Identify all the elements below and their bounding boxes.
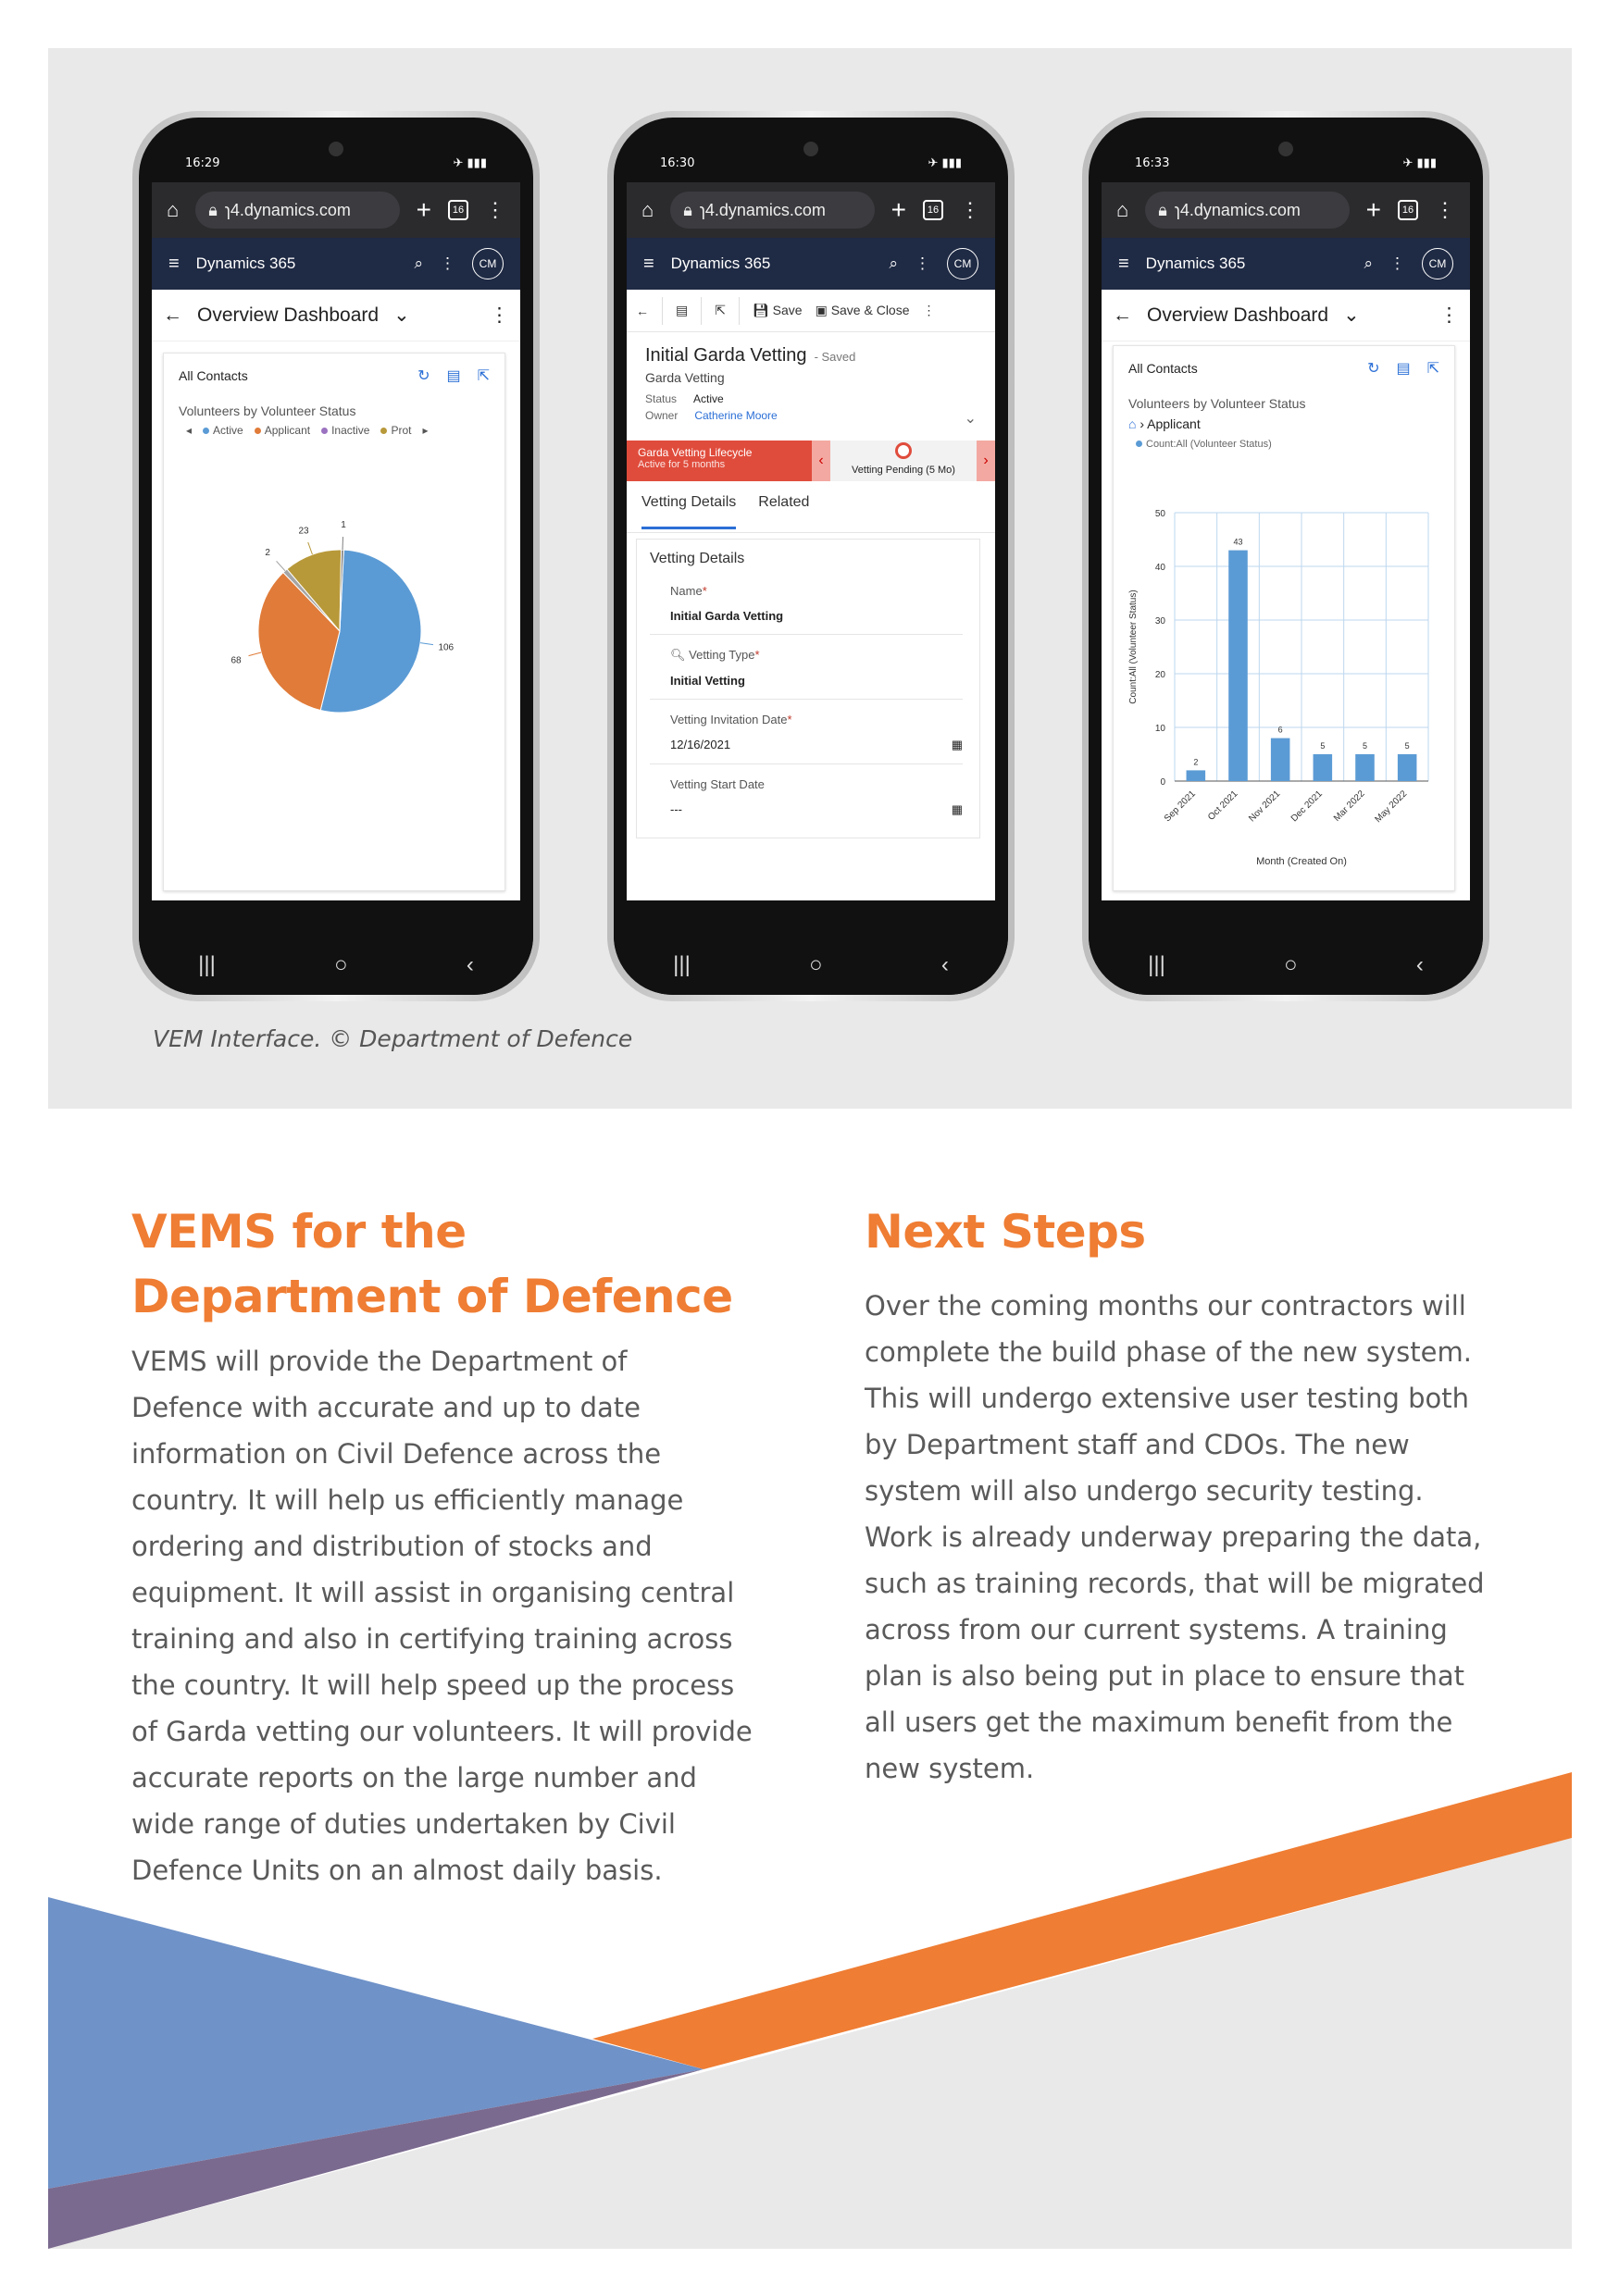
more-icon[interactable]: ⋮: [1389, 254, 1405, 272]
text-line: Over the coming months our contractors will: [865, 1290, 1466, 1322]
entity-name: Garda Vetting: [645, 370, 725, 385]
series-legend[interactable]: Count:All (Volunteer Status): [1114, 437, 1454, 452]
refresh-icon[interactable]: ↻: [417, 368, 430, 384]
url-field[interactable]: 🔒︎ ɿ4.dynamics.com: [195, 192, 399, 229]
home-icon[interactable]: ⌂: [167, 198, 180, 221]
text-line: country. It will help us efficiently manage: [131, 1484, 684, 1516]
home-icon[interactable]: ⌂: [1128, 416, 1137, 431]
lock-icon: 🔒︎: [208, 200, 218, 219]
text-line: training and also in certifying training across: [131, 1623, 733, 1655]
home-button-icon[interactable]: ○: [1284, 952, 1298, 977]
owner-link[interactable]: Catherine Moore: [694, 409, 778, 422]
tab-vetting-details[interactable]: Vetting Details: [641, 494, 736, 529]
text-line: such as training records, that will be migrated: [865, 1568, 1485, 1599]
text-line: all users get the maximum benefit from the: [865, 1706, 1453, 1738]
legend-active[interactable]: Active: [203, 424, 243, 437]
menu-icon[interactable]: ⋮: [1435, 198, 1455, 221]
pie-data-label: 2: [265, 547, 270, 558]
text-line: This will undergo extensive user testing both: [865, 1383, 1469, 1414]
left-heading: VEMS for the Department of Defence: [131, 1205, 733, 1323]
text-line: Work is already underway preparing the data,: [865, 1521, 1482, 1553]
more-icon[interactable]: ⋮: [922, 303, 936, 317]
drill-breadcrumb: ⌂ › Applicant: [1128, 416, 1201, 431]
home-button-icon[interactable]: ○: [334, 952, 348, 977]
more-icon[interactable]: ⋮: [490, 304, 509, 326]
dashboard-title[interactable]: Overview Dashboard: [1147, 304, 1329, 326]
save-status: - Saved: [814, 350, 856, 364]
y-tick-label: 0: [1160, 777, 1165, 788]
form-icon[interactable]: ▤: [676, 303, 689, 317]
section-title: Vetting Details: [650, 551, 745, 566]
bpf-stage[interactable]: Vetting Pending (5 Mo): [830, 441, 977, 481]
more-icon[interactable]: ⋮: [1439, 304, 1459, 326]
tab-count[interactable]: 16: [1398, 200, 1418, 220]
text-line: Defence with accurate and up to date: [131, 1392, 641, 1423]
more-icon[interactable]: ⋮: [915, 254, 930, 272]
text-line: complete the build phase of the new system.: [865, 1336, 1472, 1368]
back-arrow-icon[interactable]: ←: [636, 303, 649, 318]
lock-icon: 🔒︎: [683, 200, 692, 219]
start-date-field[interactable]: Vetting Start Date --- ▦: [670, 777, 963, 816]
x-tick-label: Dec 2021: [1289, 788, 1325, 825]
y-axis-title: Count:All (Volunteer Status): [1128, 590, 1139, 704]
bpf-next-icon[interactable]: ›: [977, 441, 995, 481]
back-icon[interactable]: ‹: [940, 952, 949, 977]
avatar[interactable]: CM: [947, 248, 978, 279]
hamburger-icon[interactable]: ≡: [643, 253, 654, 274]
bar-data-label: 5: [1320, 741, 1326, 751]
legend-prev-icon[interactable]: ◂: [186, 424, 193, 437]
expand-icon[interactable]: ⇱: [477, 368, 490, 384]
app-title: Dynamics 365: [1145, 254, 1246, 272]
invitation-date-field[interactable]: Vetting Invitation Date* 12/16/2021 ▦: [650, 709, 963, 764]
chart-title: Volunteers by Volunteer Status: [179, 403, 356, 418]
chevron-down-icon[interactable]: ⌄: [1343, 304, 1360, 326]
owner-label: Owner: [645, 409, 679, 422]
new-tab-icon[interactable]: +: [416, 195, 431, 224]
clock: 16:29: [185, 155, 220, 170]
status-label: Status: [645, 392, 678, 405]
recents-icon[interactable]: |||: [198, 952, 216, 977]
home-button-icon[interactable]: ○: [809, 952, 823, 977]
refresh-icon[interactable]: ↻: [1367, 361, 1380, 377]
hamburger-icon[interactable]: ≡: [168, 253, 180, 274]
y-tick-label: 10: [1154, 724, 1165, 734]
legend-next-icon[interactable]: ▸: [422, 424, 429, 437]
y-tick-label: 40: [1154, 563, 1165, 573]
card-title: All Contacts: [1128, 361, 1198, 376]
text-line: equipment. It will assist in organising central: [131, 1577, 735, 1608]
url-field[interactable]: 🔒︎ ɿ4.dynamics.com: [1145, 192, 1349, 229]
text-line: plan is also being put in place to ensure that: [865, 1660, 1464, 1692]
y-tick-label: 30: [1154, 616, 1165, 627]
x-tick-label: May 2022: [1373, 788, 1410, 825]
records-icon[interactable]: ▤: [1396, 361, 1411, 377]
text-line: wide range of duties undertaken by Civil: [131, 1808, 676, 1840]
vetting-type-field[interactable]: 🔍︎ Vetting Type* Initial Vetting: [650, 644, 963, 700]
text-line: accurate reports on the large number and: [131, 1762, 697, 1793]
status-value: Active: [693, 392, 724, 405]
back-arrow-icon[interactable]: ←: [163, 304, 182, 326]
search-icon[interactable]: ⌕: [414, 254, 423, 272]
tab-count[interactable]: 16: [923, 200, 943, 220]
text-line: across from our current systems. A training: [865, 1614, 1448, 1645]
left-body: [131, 1338, 753, 1893]
back-arrow-icon[interactable]: ←: [1113, 304, 1132, 326]
record-title: Initial Garda Vetting: [645, 345, 807, 366]
app-title: Dynamics 365: [670, 254, 771, 272]
search-icon[interactable]: ⌕: [1364, 254, 1373, 272]
bar-data-label: 43: [1233, 537, 1243, 547]
back-icon[interactable]: ‹: [1415, 952, 1424, 977]
x-tick-label: Oct 2021: [1206, 788, 1240, 823]
calendar-icon[interactable]: ▦: [951, 802, 963, 816]
chevron-down-icon[interactable]: ⌄: [964, 411, 977, 427]
new-tab-icon[interactable]: +: [890, 195, 906, 224]
search-icon[interactable]: ⌕: [889, 254, 898, 272]
right-body: [865, 1283, 1485, 1792]
records-icon[interactable]: ▤: [446, 368, 461, 384]
menu-icon[interactable]: ⋮: [485, 198, 505, 221]
recents-icon[interactable]: |||: [1148, 952, 1165, 977]
save-close-button[interactable]: ▣ Save & Close: [815, 303, 910, 317]
save-button[interactable]: 💾︎ Save: [752, 303, 803, 317]
breadcrumb-applicant[interactable]: Applicant: [1147, 416, 1201, 431]
signal-icons: ✈ ▮▮▮: [453, 155, 487, 170]
dashboard-title[interactable]: Overview Dashboard: [197, 304, 380, 326]
pie-data-label: 106: [438, 642, 455, 653]
calendar-icon[interactable]: ▦: [951, 738, 963, 751]
y-tick-label: 20: [1154, 670, 1165, 680]
right-heading: Next Steps: [865, 1205, 1146, 1259]
text-line: by Department staff and CDOs. The new: [865, 1429, 1410, 1460]
text-line: VEMS will provide the Department of: [131, 1346, 628, 1377]
save-close-icon: ▣: [815, 303, 828, 317]
popout-icon[interactable]: ⇱: [715, 303, 726, 317]
x-tick-label: Sep 2021: [1162, 788, 1198, 825]
bar-data-label: 2: [1193, 757, 1199, 767]
card-title: All Contacts: [179, 368, 248, 383]
recents-icon[interactable]: |||: [673, 952, 691, 977]
text-line: system will also undergo security testing.: [865, 1475, 1424, 1507]
signal-icons: ✈ ▮▮▮: [928, 155, 962, 170]
x-tick-label: Nov 2021: [1247, 788, 1283, 825]
figure-caption: VEM Interface. © Department of Defence: [153, 1025, 633, 1052]
chevron-down-icon[interactable]: ⌄: [393, 304, 410, 326]
avatar[interactable]: CM: [472, 248, 504, 279]
avatar[interactable]: CM: [1422, 248, 1453, 279]
tab-related[interactable]: Related: [758, 494, 810, 510]
back-icon[interactable]: ‹: [466, 952, 474, 977]
chart-title: Volunteers by Volunteer Status: [1128, 396, 1306, 411]
legend-applicant[interactable]: Applicant: [255, 424, 310, 437]
lookup-icon: 🔍︎: [670, 648, 686, 662]
home-icon[interactable]: ⌂: [641, 198, 654, 221]
tab-count[interactable]: 16: [448, 200, 468, 220]
signal-icons: ✈ ▮▮▮: [1402, 155, 1437, 170]
hamburger-icon[interactable]: ≡: [1118, 253, 1129, 274]
menu-icon[interactable]: ⋮: [960, 198, 980, 221]
clock: 16:30: [660, 155, 695, 170]
clock: 16:33: [1135, 155, 1170, 170]
y-tick-label: 50: [1154, 509, 1165, 519]
url-field[interactable]: 🔒︎ ɿ4.dynamics.com: [670, 192, 874, 229]
expand-icon[interactable]: ⇱: [1426, 361, 1439, 377]
name-field[interactable]: Name* Initial Garda Vetting: [650, 580, 963, 635]
more-icon[interactable]: ⋮: [440, 254, 455, 272]
bpf-prev-icon[interactable]: ‹: [812, 441, 830, 481]
text-line: ordering and distribution of stocks and: [131, 1531, 653, 1562]
x-axis-title: Month (Created On): [1256, 856, 1347, 867]
text-line: Defence Units on an almost daily basis.: [131, 1855, 663, 1886]
bar-data-label: 5: [1404, 741, 1410, 751]
app-title: Dynamics 365: [195, 254, 296, 272]
bpf-name[interactable]: Garda Vetting Lifecycle Active for 5 months: [627, 441, 812, 481]
pie-data-label: 1: [341, 520, 346, 531]
bar-data-label: 5: [1362, 741, 1368, 751]
text-line: information on Civil Defence across the: [131, 1438, 662, 1470]
new-tab-icon[interactable]: +: [1365, 195, 1381, 224]
pie-data-label: 23: [298, 526, 309, 537]
home-icon[interactable]: ⌂: [1116, 198, 1129, 221]
text-line: new system.: [865, 1753, 1035, 1784]
x-tick-label: Mar 2022: [1331, 788, 1367, 824]
lock-icon: 🔒︎: [1158, 200, 1167, 219]
pie-data-label: 68: [230, 655, 242, 666]
save-icon: 💾︎: [752, 303, 769, 317]
legend-inactive[interactable]: Inactive: [321, 424, 369, 437]
text-line: of Garda vetting our volunteers. It will provide: [131, 1716, 753, 1747]
legend-prot[interactable]: Prot: [380, 424, 411, 437]
text-line: the country. It will help speed up the process: [131, 1669, 735, 1701]
bar-data-label: 6: [1277, 725, 1283, 735]
